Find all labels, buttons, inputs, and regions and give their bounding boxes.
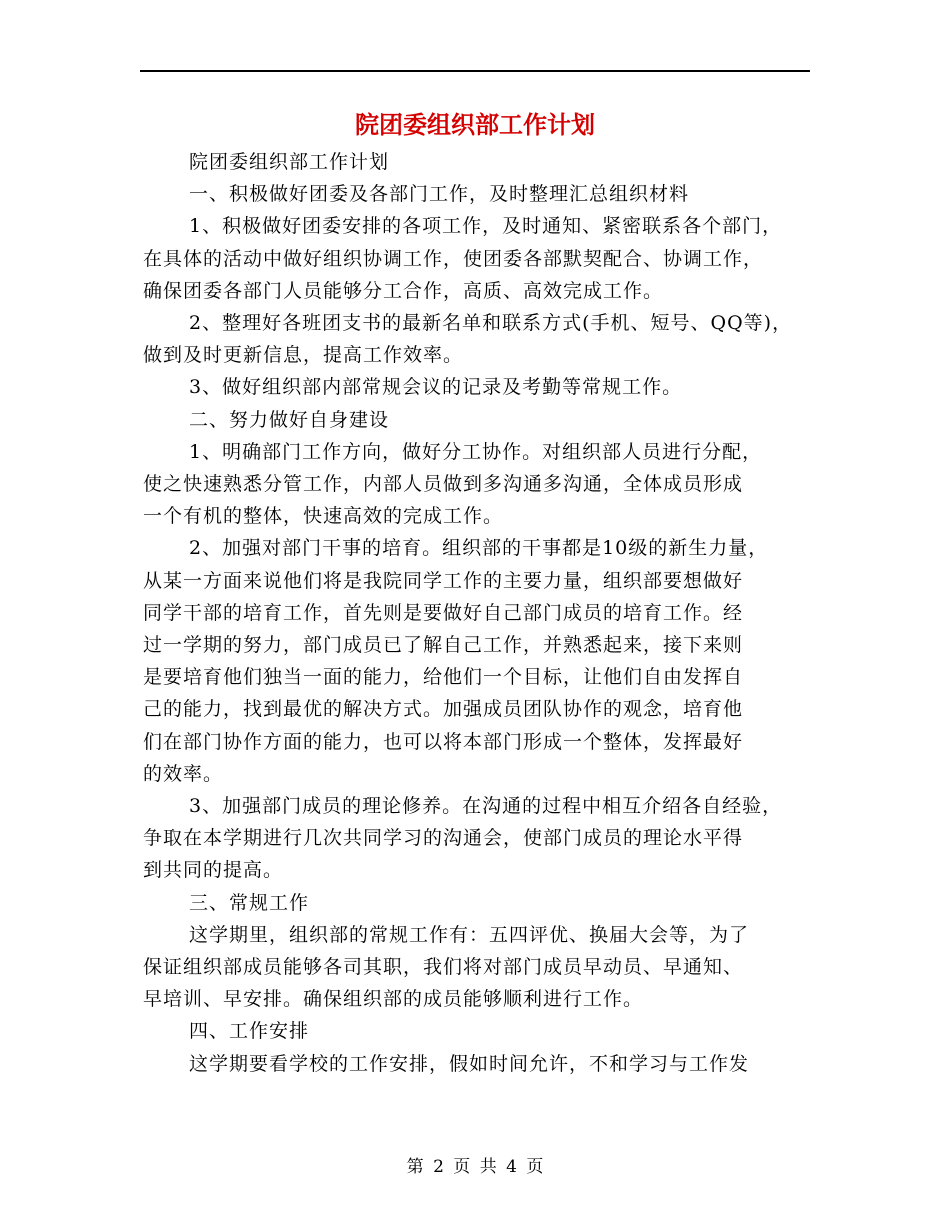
document-title: 院团委组织部工作计划 (355, 110, 595, 139)
text-line: 争取在本学期进行几次共同学习的沟通会，使部门成员的理论水平得 (143, 827, 744, 850)
text-line: 己的能力，找到最优的解决方式。加强成员团队协作的观念，培育他 (143, 698, 744, 721)
text-line: 这学期要看学校的工作安排，假如时间允许，不和学习与工作发 (189, 1052, 750, 1075)
text-line: 的效率。 (143, 762, 224, 785)
text-line: 1、积极做好团委安排的各项工作，及时通知、紧密联系各个部门， (189, 215, 783, 238)
text-line: 四、工作安排 (189, 1020, 310, 1043)
text-line: 一个有机的整体，快速高效的完成工作。 (143, 505, 504, 528)
text-line: 三、常规工作 (189, 891, 310, 914)
document-body (143, 146, 823, 1080)
page-footer: 第 2 页 共 4 页 (406, 1157, 544, 1177)
text-line: 一、积极做好团委及各部门工作，及时整理汇总组织材料 (189, 183, 690, 206)
text-line: 院团委组织部工作计划 (189, 151, 390, 173)
text-line: 早培训、早安排。确保组织部的成员能够顺利进行工作。 (143, 988, 644, 1011)
text-line: 从某一方面来说他们将是我院同学工作的主要力量，组织部要想做好 (143, 569, 744, 592)
text-line: 3、做好组织部内部常规会议的记录及考勤等常规工作。 (189, 376, 683, 399)
text-line: 过一学期的努力，部门成员已了解自己工作，并熟悉起来，接下来则 (143, 634, 744, 657)
text-line: 在具体的活动中做好组织协调工作，使团委各部默契配合、协调工作， (143, 247, 764, 270)
text-line: 做到及时更新信息，提高工作效率。 (143, 344, 464, 367)
text-line: 到共同的提高。 (143, 859, 284, 882)
text-line: 2、加强对部门干事的培育。组织部的干事都是10级的新生力量， (189, 537, 769, 560)
text-line: 们在部门协作方面的能力，也可以将本部门形成一个整体，发挥最好 (143, 730, 744, 753)
text-line: 3、加强部门成员的理论修养。在沟通的过程中相互介绍各自经验， (189, 795, 783, 818)
text-line: 使之快速熟悉分管工作，内部人员做到多沟通多沟通，全体成员形成 (143, 473, 744, 496)
header-rule (140, 70, 810, 72)
text-line: 是要培育他们独当一面的能力，给他们一个目标，让他们自由发挥自 (143, 666, 744, 689)
text-line: 同学干部的培育工作，首先则是要做好自己部门成员的培育工作。经 (143, 601, 744, 624)
text-line: 保证组织部成员能够各司其职，我们将对部门成员早动员、早通知、 (143, 956, 744, 979)
text-line: 确保团委各部门人员能够分工合作，高质、高效完成工作。 (143, 279, 664, 302)
text-line: 二、努力做好自身建设 (189, 408, 390, 431)
text-line: 2、整理好各班团支书的最新名单和联系方式(手机、短号、QQ等)， (189, 312, 793, 335)
text-line: 这学期里，组织部的常规工作有：五四评优、换届大会等，为了 (189, 923, 750, 946)
text-line: 1、明确部门工作方向，做好分工协作。对组织部人员进行分配， (189, 440, 763, 463)
